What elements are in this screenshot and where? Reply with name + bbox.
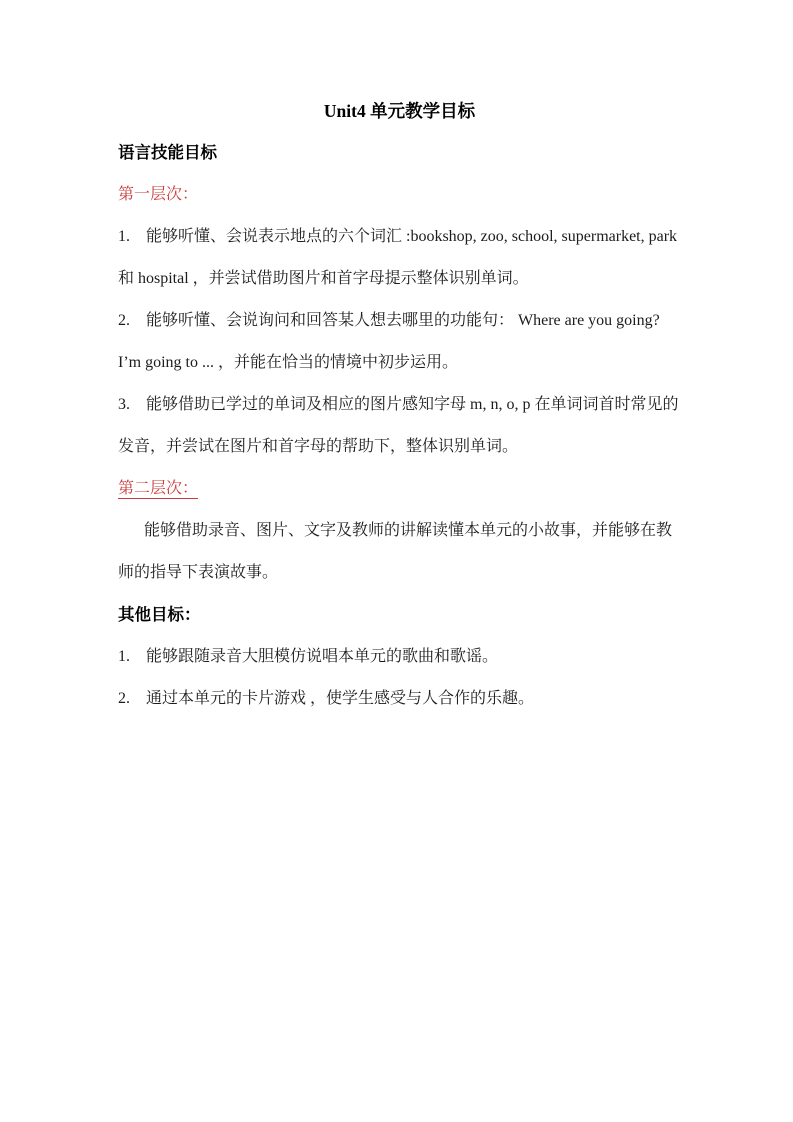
list-item (118, 216, 681, 300)
list-item (118, 636, 681, 678)
item-number: 3. (118, 396, 130, 413)
level1-label (118, 174, 681, 216)
item-text: 能够听懂、会说询问和回答某人想去哪里的功能句： Where are you going? I’m going to ... ，并能在恰当的情境中初步运用。 (118, 312, 664, 371)
item-text: 能够借助已学过的单词及相应的图片感知字母 m, n, o, p 在单词词首时常见的发音，并尝试在图片和首字母的帮助下，整体识别单词。 (118, 396, 679, 455)
list-item (118, 678, 681, 720)
level1-label-text: 第一层次： (118, 186, 199, 203)
list-item (118, 384, 681, 468)
level2-label (118, 468, 681, 510)
item-text: 能够听懂、会说表示地点的六个词汇 :bookshop, zoo, school, supermarket, park 和 hospital ，并尝试借助图片和首字母提示整体识别单词。 (118, 228, 682, 287)
language-skills-heading: 语言技能目标 (118, 144, 217, 162)
item-number: 1. (118, 648, 130, 665)
list-item (118, 300, 681, 384)
page-title: Unit4 单元教学目标 (323, 101, 476, 121)
level2-label-text: 第二层次： (118, 480, 199, 497)
level2-paragraph: 能够借助录音、图片、文字及教师的讲解读懂本单元的小故事，并能够在教师的指导下表演故事。 (118, 522, 673, 581)
item-number: 1. (118, 228, 130, 245)
item-number: 2. (118, 312, 130, 329)
item-text: 能够跟随录音大胆模仿说唱本单元的歌曲和歌谣。 (146, 648, 499, 665)
other-goals-heading: 其他目标： (118, 606, 201, 624)
item-text: 通过本单元的卡片游戏 ，使学生感受与人合作的乐趣。 (146, 690, 535, 707)
item-number: 2. (118, 690, 130, 707)
